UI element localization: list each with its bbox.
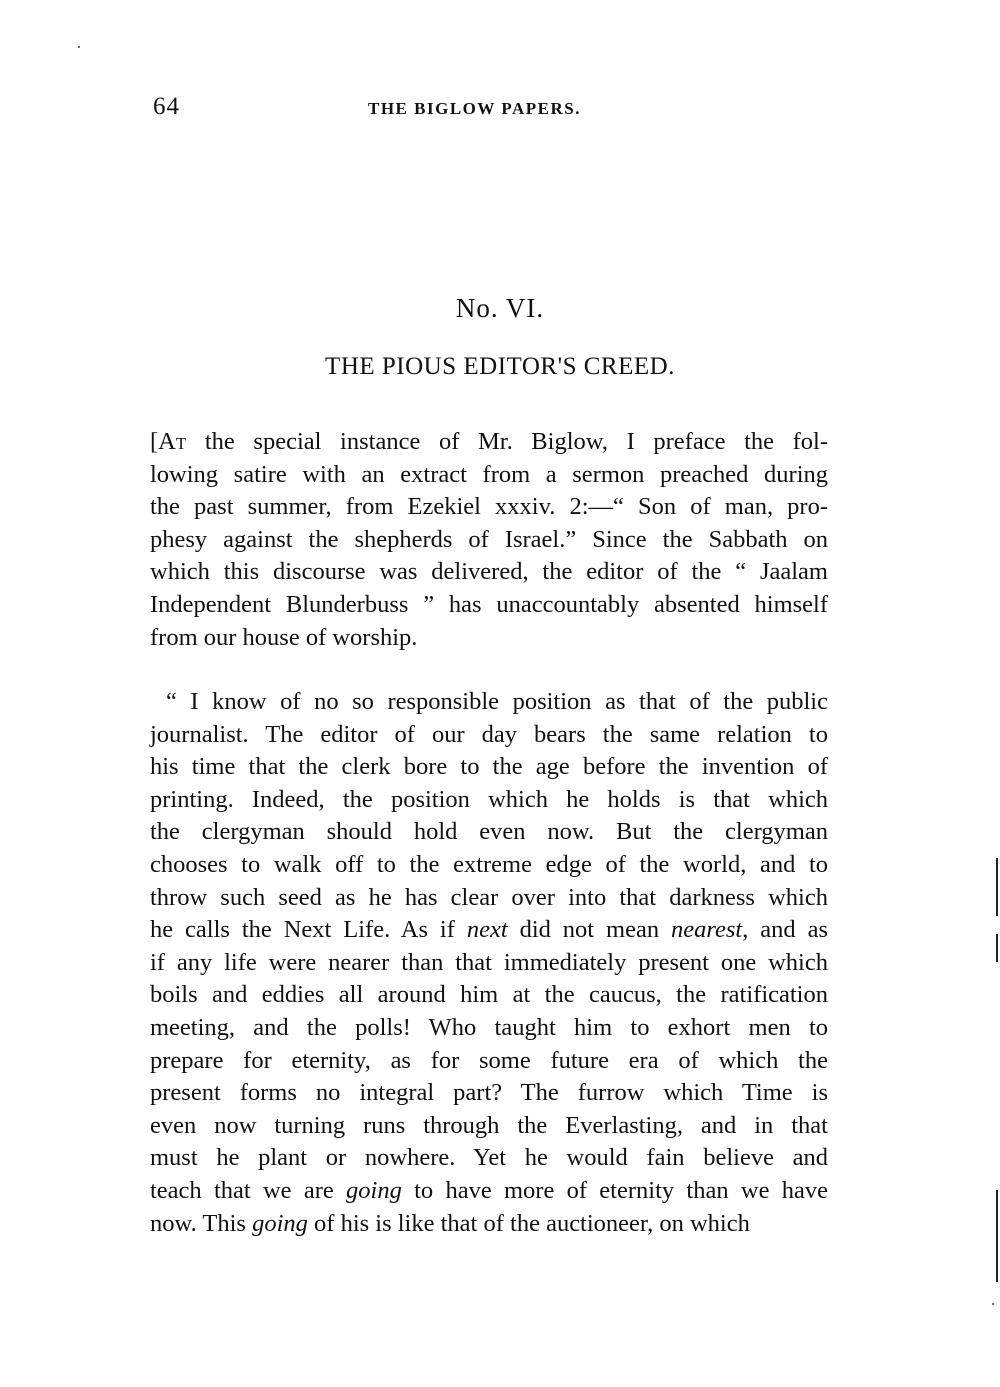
running-head: THE BIGLOW PAPERS. — [368, 99, 581, 118]
text-line: journalist. The editor of our day bears the same relation to — [150, 720, 828, 748]
text-line: the past summer, from Ezekiel xxxiv. 2:—“ Son of man, pro- — [150, 493, 828, 521]
text-line: from our house of worship. — [150, 623, 418, 651]
section-number-text: No. VI. — [455, 293, 545, 323]
text-line: his time that the clerk bore to the age before the invention of — [150, 753, 828, 781]
text-line: throw such seed as he has clear over into that darkness which — [150, 883, 828, 911]
text-line: Independent Blunderbuss ” has unaccountably absented himself — [150, 590, 828, 618]
scan-mark — [996, 934, 998, 962]
text-line: “ I know of no so responsible position as that of the public — [166, 688, 828, 715]
text-line: which this discourse was delivered, the editor of the “ Jaalam — [150, 558, 828, 586]
text-line: lowing satire with an extract from a sermon preached during — [150, 460, 828, 488]
text-line: even now turning runs through the Everlasting, and in that — [150, 1111, 828, 1139]
text-line: now. This going of his is like that of the auctioneer, on which — [150, 1209, 750, 1237]
text-line: if any life were nearer than that immediately present one which — [150, 948, 828, 976]
text-line: printing. Indeed, the position which he holds is that which — [150, 785, 828, 813]
section-number — [0, 293, 1000, 324]
scan-speck — [992, 1303, 994, 1305]
text-line: phesy against the shepherds of Israel.” Since the Sabbath on — [150, 525, 828, 553]
sermon-paragraph — [150, 686, 828, 1240]
page-number: 64 — [153, 93, 180, 120]
scan-mark — [996, 858, 998, 916]
text-line: boils and eddies all around him at the caucus, the ratification — [150, 981, 828, 1009]
text-line: [At the special instance of Mr. Biglow, I preface the fol- — [150, 428, 828, 455]
text-line: he calls the Next Life. As if next did not mean nearest, and as — [150, 916, 828, 944]
section-title: THE PIOUS EDITOR'S CREED. — [325, 353, 675, 380]
text-line: meeting, and the polls! Who taught him to exhort men to — [150, 1013, 828, 1041]
text-line: the clergyman should hold even now. But the clergyman — [150, 818, 828, 846]
text-line: teach that we are going to have more of eternity than we have — [150, 1176, 828, 1204]
text-line: present forms no integral part? The furrow which Time is — [150, 1079, 828, 1107]
text-line: chooses to walk off to the extreme edge of the world, and to — [150, 850, 828, 878]
text-line: must he plant or nowhere. Yet he would fain believe and — [150, 1144, 828, 1172]
text-line: prepare for eternity, as for some future era of which the — [150, 1046, 828, 1074]
scan-speck — [78, 46, 80, 48]
intro-paragraph — [150, 426, 828, 654]
scan-mark — [996, 1190, 998, 1282]
